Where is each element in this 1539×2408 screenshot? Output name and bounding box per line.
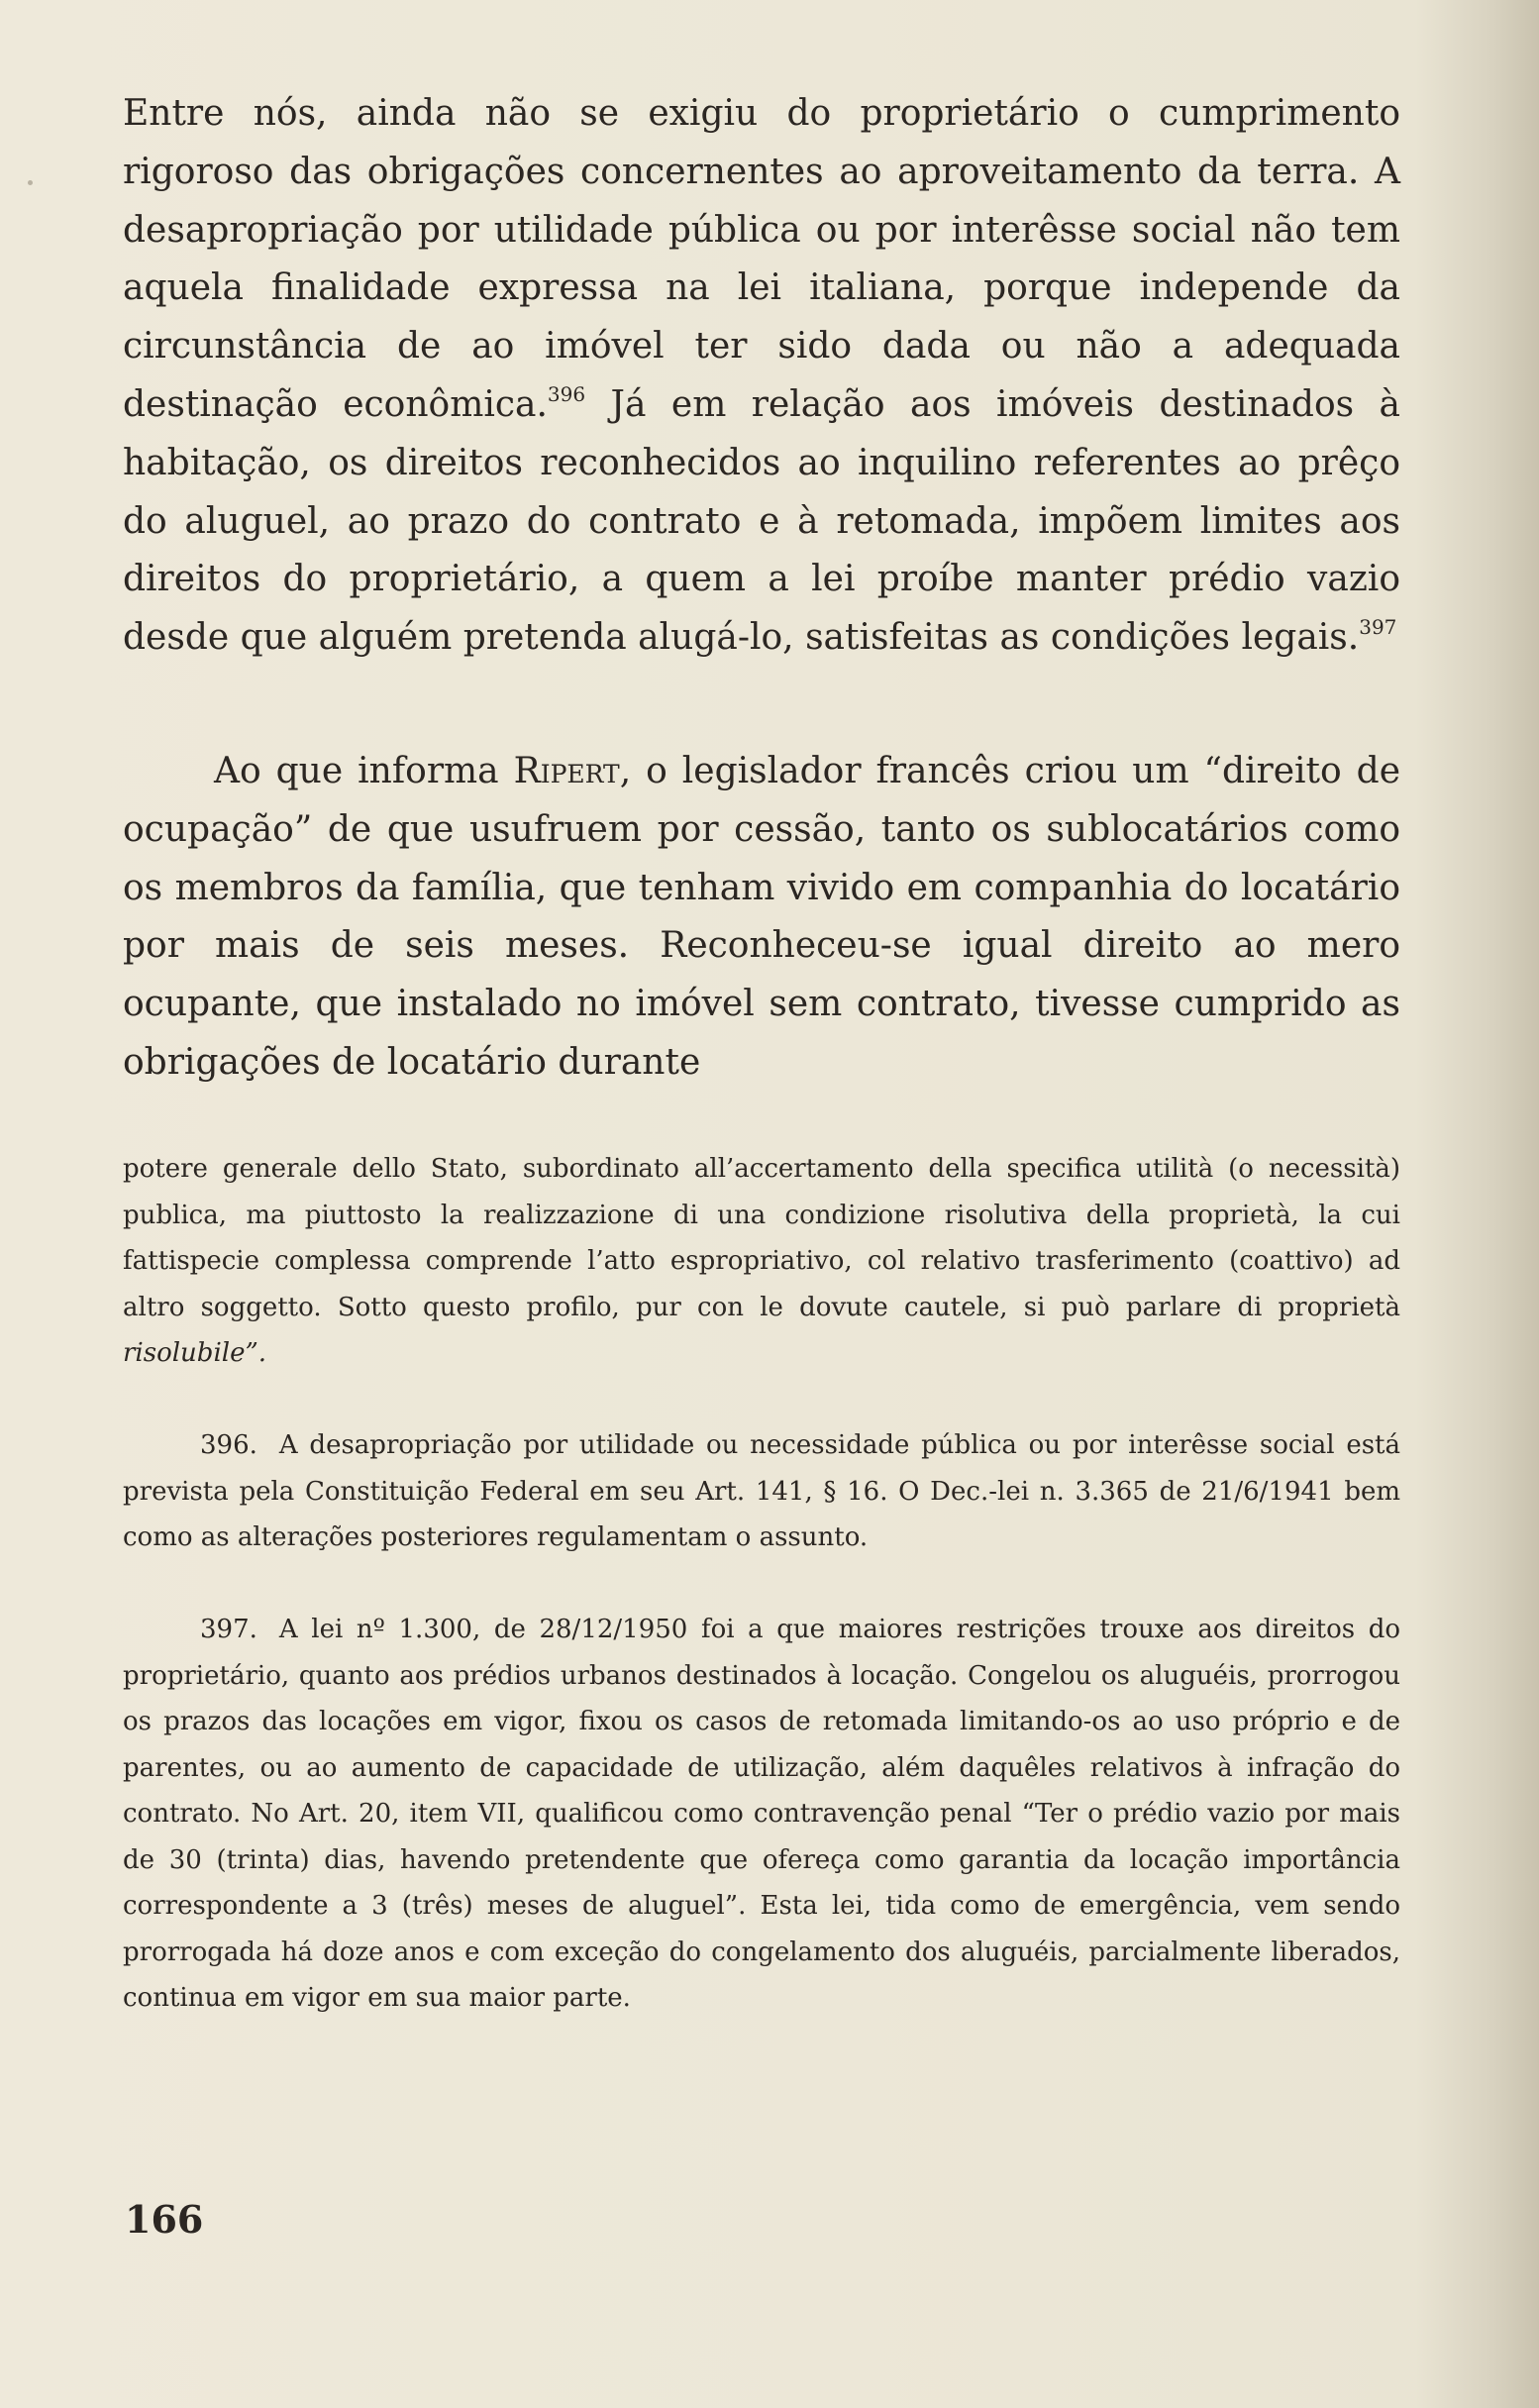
page-speck — [28, 180, 33, 185]
page-number: 166 — [125, 2197, 204, 2242]
body-paragraph-1 — [123, 85, 1400, 668]
footnote-396 — [123, 1422, 1400, 1561]
paragraph-2-text-b: , o legislador francês criou um “direito de ocupação” de que usufruem por cessão, tanto os sublocatários como os membros da família, que tenham vivido em companhia do locatário por mais de seis meses. Reconheceu-se igual direito ao mero ocupante, que instalado no imóvel sem contrato, tivesse cumprido as obrigações de locatário durante — [123, 751, 1401, 1083]
footnote-397 — [123, 1607, 1400, 2022]
paragraph-2-text-a: Ao que informa — [214, 751, 514, 791]
footnote-ref-397: 397 — [1359, 615, 1397, 640]
footnote-number: 397. — [200, 1615, 257, 1644]
footnote-text: A desapropriação por utilidade ou necessidade pública ou por interêsse social está prevista pela Constituição Federal em seu Art. 141, § 16. O Dec.-lei n. 3.365 de 21/6/1941 bem como as alterações posteriores regulamentam o assunto. — [123, 1430, 1400, 1552]
footnote-continuation — [123, 1146, 1400, 1377]
footnote-continuation-text: potere generale dello Stato, subordinato all’accertamento della specifica utilità (o necessità) publica, ma piuttosto la realizzazione di una condizione risolutiva della proprietà, la cui fattispecie complessa comprende l’atto espropriativo, col relativo trasferimento (coattivo) ad altro soggetto. Sotto questo profilo, pur con le dovute cautele, si può parlare di proprietà — [123, 1154, 1400, 1322]
paragraph-1-text-b: Já em relação aos imóveis destinados à habitação, os direitos reconhecidos ao inquilino referentes ao prêço do aluguel, ao prazo do contrato e à retomada, impõem limites aos direitos do proprietário, a quem a lei proíbe manter prédio vazio desde que alguém pretenda alugá-lo, satisfeitas as condições legais. — [123, 383, 1400, 659]
footnote-number: 396. — [200, 1430, 257, 1460]
footnote-ref-396: 396 — [547, 381, 586, 406]
body-paragraph-2 — [123, 743, 1400, 1093]
paragraph-1-text-a: Entre nós, ainda não se exigiu do proprietário o cumprimento rigoroso das obrigações concernentes ao aproveitamento da terra. A desapropriação por utilidade pública ou por interêsse social não tem aquela finalidade expressa na lei italiana, porque independe da circunstância de ao imóvel ter sido dada ou não a adequada destinação econômica. — [123, 93, 1400, 425]
footnote-continuation-emphasis: risolubile”. — [123, 1338, 267, 1368]
author-name: Ripert — [513, 751, 620, 791]
footnote-text: A lei nº 1.300, de 28/12/1950 foi a que maiores restrições trouxe aos direitos do proprietário, quanto aos prédios urbanos destinados à locação. Congelou os aluguéis, prorrogou os prazos das locações em vigor, fixou os casos de retomada limitando-os ao uso próprio e de parentes, ou ao aumento de capacidade de utilização, além daquêles relativos à infração do contrato. No Art. 20, item VII, qualificou como contravenção penal “Ter o prédio vazio por mais de 30 (trinta) dias, havendo pretendente que ofereça como garantia da locação importância correspondente a 3 (três) meses de aluguel”. Esta lei, tida como de emergência, vem sendo prorrogada há doze anos e com exceção do congelamento dos aluguéis, parcialmente liberados, continua em vigor em sua maior parte. — [123, 1615, 1400, 2013]
